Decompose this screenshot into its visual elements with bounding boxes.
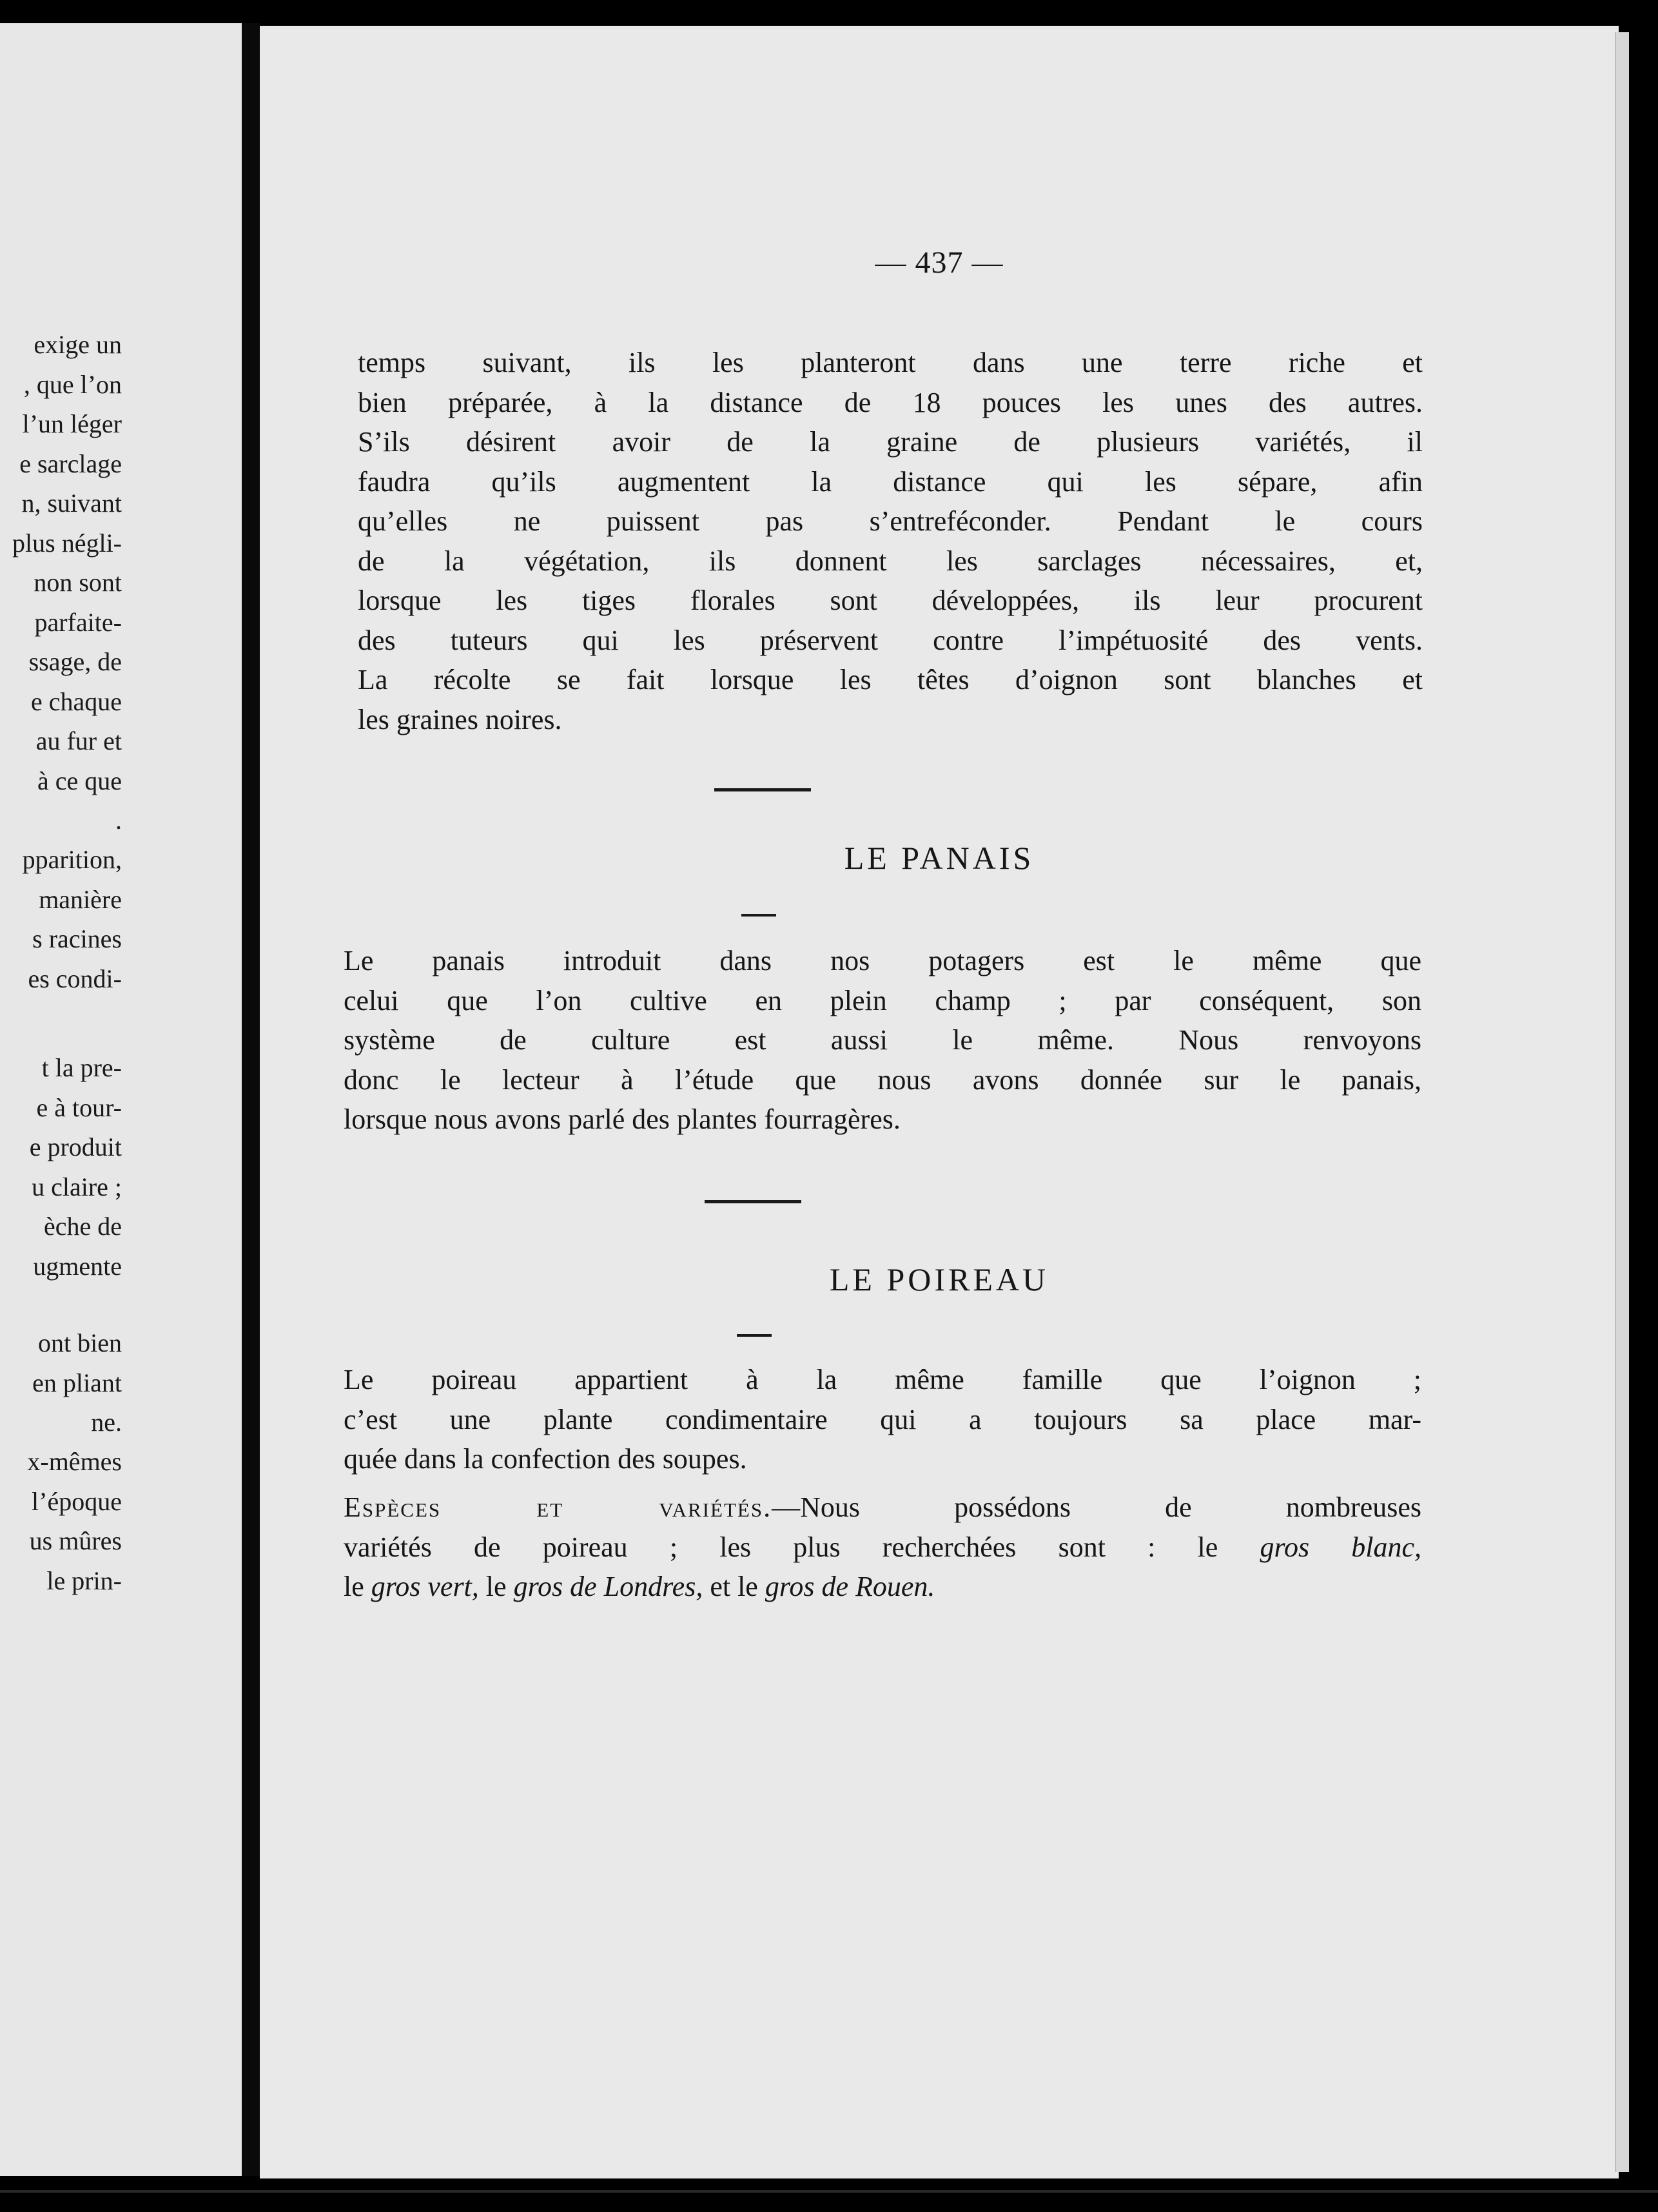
previous-page-line: èche de (43, 1212, 122, 1241)
varieties-label: Espèces et variétés. (344, 1491, 772, 1523)
previous-page-line: le prin- (46, 1566, 122, 1595)
varieties-line-text: —Nous possédons de nombreuses (772, 1491, 1421, 1523)
variety-gros-blanc: gros blanc, (1260, 1531, 1422, 1563)
poireau-line: quée dans la confection des soupes. (344, 1443, 747, 1475)
previous-page-line: au fur et (35, 726, 122, 755)
panais-line: lorsque nous avons parlé des plantes fourragères. (344, 1103, 901, 1135)
previous-page-line: t la pre- (41, 1053, 122, 1082)
section-title-poireau: LE POIREAU (829, 1261, 1049, 1297)
previous-page-line: s racines (32, 924, 122, 953)
page-edge (1615, 32, 1629, 2172)
intro-line: S’ils désirent avoir de la graine de plusieurs variétés, il (358, 426, 1423, 458)
title-underline (741, 914, 776, 917)
previous-page-line: e sarclage (19, 449, 122, 478)
previous-page-line: ne. (91, 1408, 122, 1437)
previous-page-line: exige un (34, 330, 122, 359)
previous-page-fragment (0, 23, 242, 2176)
panais-line: celui que l’on cultive en plein champ ; par conséquent, son (344, 984, 1421, 1016)
varieties-line-text: variétés de poireau ; les plus recherchées sont : le (344, 1531, 1218, 1563)
book-gutter (242, 23, 260, 2176)
previous-page-line: es condi- (28, 964, 122, 993)
panais-paragraph (344, 941, 1421, 1140)
poireau-paragraph (344, 1360, 1421, 1479)
panais-line: donc le lecteur à l’étude que nous avons donnée sur le panais, (344, 1063, 1421, 1096)
section-divider (714, 788, 811, 791)
intro-line: temps suivant, ils les planteront dans une terre riche et (358, 347, 1423, 378)
page-number: — 437 — (875, 246, 1004, 280)
intro-line: bien préparée, à la distance de 18 pouces les unes des autres. (358, 386, 1423, 418)
section-divider (705, 1200, 801, 1203)
previous-page-line: l’un léger (22, 409, 122, 438)
previous-page-line: u claire ; (32, 1172, 122, 1201)
intro-line: La récolte se fait lorsque les têtes d’oignon sont blanches et (358, 664, 1423, 695)
panais-line: système de culture est aussi le même. Nous renvoyons (344, 1024, 1421, 1056)
scan-bottom-border (0, 2178, 1658, 2212)
title-underline (737, 1334, 772, 1337)
previous-page-line: plus négli- (12, 528, 122, 558)
varieties-line (344, 1567, 1421, 1607)
previous-page-line: l’époque (32, 1486, 122, 1516)
intro-paragraph (358, 343, 1423, 739)
previous-page-line: ugmente (33, 1251, 122, 1281)
page (260, 26, 1619, 2178)
varieties-line-text: le (485, 1571, 507, 1602)
intro-line: de la végétation, ils donnent les sarclages nécessaires, et, (358, 545, 1423, 577)
panais-text (344, 941, 1421, 1140)
intro-line: faudra qu’ils augmentent la distance qui les sépare, afin (358, 465, 1423, 498)
variety-gros-vert: gros vert, (371, 1571, 479, 1602)
poireau-line: c’est une plante condimentaire qui a toujours sa place mar- (344, 1403, 1421, 1435)
previous-page-line: ssage, de (28, 647, 122, 676)
varieties-line-text: et le (710, 1571, 758, 1602)
varieties-line (344, 1488, 1421, 1528)
previous-page-line: en pliant (32, 1368, 122, 1397)
previous-page-line: parfaite- (34, 607, 122, 637)
varieties-line (344, 1528, 1421, 1567)
variety-gros-londres: gros de Londres, (513, 1571, 703, 1602)
intro-line: des tuteurs qui les préservent contre l’impétuosité des vents. (358, 624, 1423, 656)
intro-line: lorsque les tiges florales sont développées, ils leur procurent (358, 585, 1423, 616)
previous-page-line: x-mêmes (27, 1447, 122, 1476)
previous-page-line: . (115, 806, 122, 835)
intro-line: qu’elles ne puissent pas s’entreféconder. Pendant le cours (358, 505, 1423, 537)
panais-line: Le panais introduit dans nos potagers est le même que (344, 945, 1421, 976)
previous-page-line: pparition, (22, 845, 122, 874)
previous-page-line: e produit (29, 1132, 122, 1161)
previous-page-line: n, suivant (21, 489, 122, 518)
previous-page-line: us mûres (29, 1526, 122, 1555)
varieties-paragraph (344, 1488, 1421, 1607)
previous-page-line: e à tour- (36, 1092, 122, 1122)
previous-page-line: , que l’on (23, 369, 122, 399)
varieties-line-text: le (344, 1571, 364, 1602)
poireau-text (344, 1360, 1421, 1479)
previous-page-line: ont bien (38, 1328, 122, 1357)
previous-page-line: manière (39, 884, 122, 914)
scan-bottom-line (0, 2190, 1658, 2193)
variety-gros-rouen: gros de Rouen. (765, 1571, 935, 1602)
section-title-panais: LE PANAIS (844, 840, 1035, 876)
varieties-text (344, 1488, 1421, 1607)
previous-page-line: e chaque (30, 686, 122, 716)
scan-top-border (0, 0, 1658, 26)
previous-page-line: non sont (34, 568, 122, 597)
intro-text (358, 343, 1423, 739)
intro-line: les graines noires. (358, 703, 562, 735)
poireau-line: Le poireau appartient à la même famille que l’oignon ; (344, 1364, 1421, 1395)
previous-page-line: à ce que (37, 766, 122, 795)
